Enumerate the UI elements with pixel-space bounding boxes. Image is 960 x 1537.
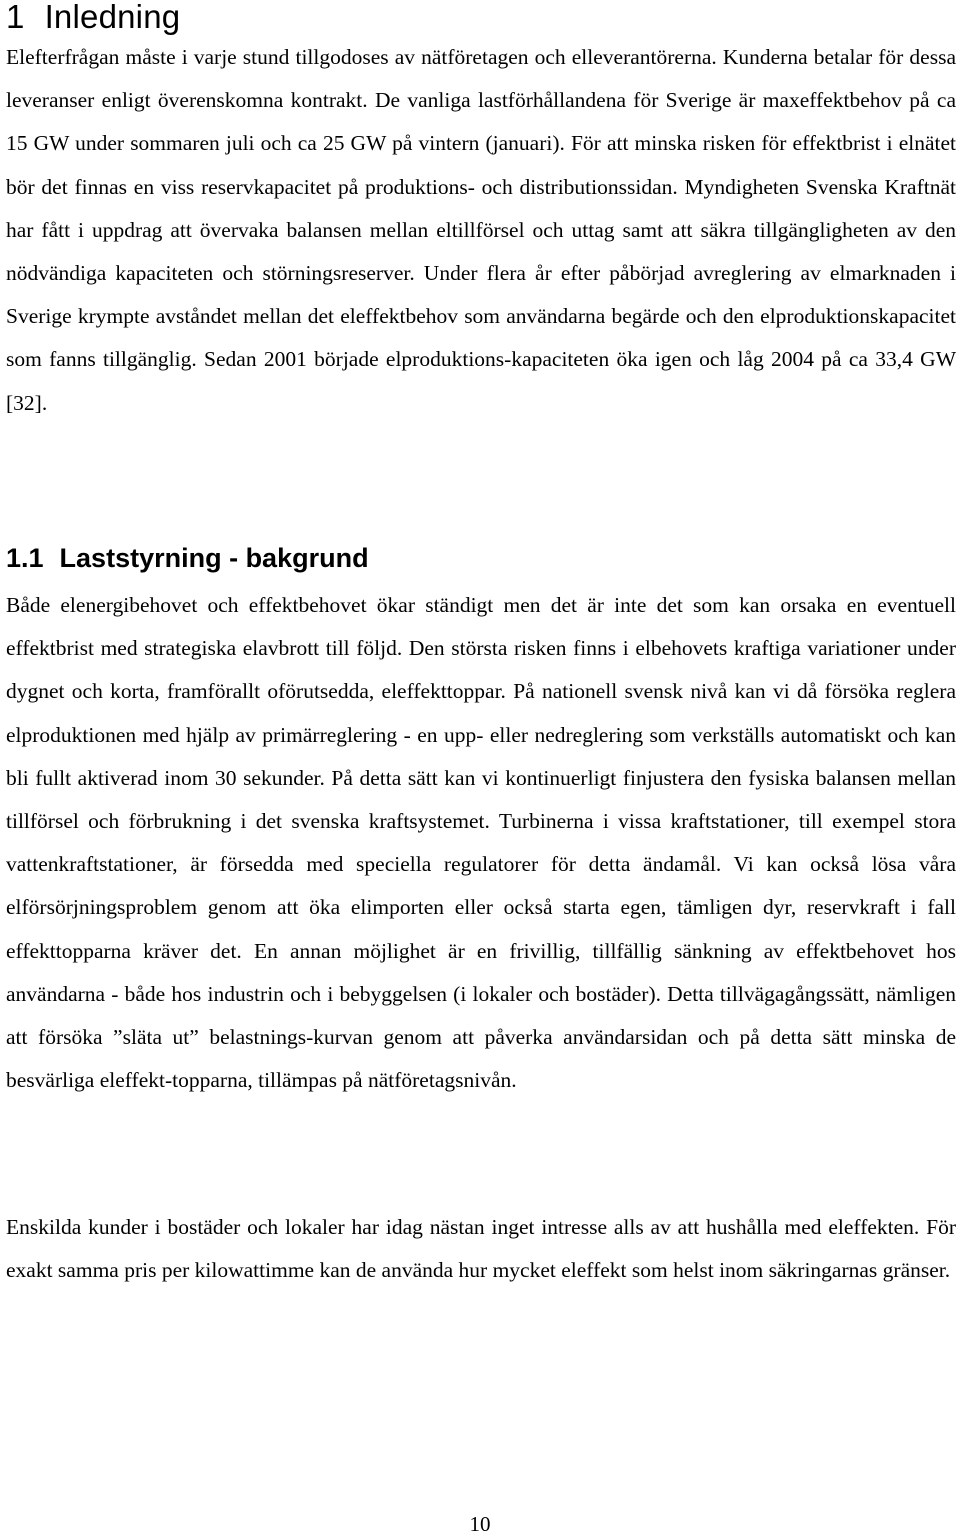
subsection-number: 1.1 <box>6 543 44 573</box>
section-number: 1 <box>6 0 25 35</box>
intro-paragraph: Elefterfrågan måste i varje stund tillgodoses av nätföretagen och elleverantörerna. Kunderna betalar för dessa leveranser enligt överenskomna kontrakt. De vanliga lastförhållandena för Sverige är maxeffektbehov på ca 15 GW under sommaren juli och ca 25 GW på vintern (januari). För att minska risken för effektbrist i elnätet bör det finnas en viss reservkapacitet på produktions- och distributionssidan. Myndigheten Svenska Kraftnät har fått i uppdrag att övervaka balansen mellan eltillförsel och uttag samt att säkra tillgängligheten av den nödvändiga kapaciteten och störningsreserver. Under flera år efter påbörjad avreglering av elmarknaden i Sverige krympte avståndet mellan det eleffektbehov som användarna begärde och den elproduktionskapacitet som fanns tillgänglig. Sedan 2001 började elproduktions-kapaciteten öka igen och låg 2004 på ca 33,4 GW [32]. <box>6 45 956 415</box>
subsection-title: Laststyrning - bakgrund <box>59 543 369 573</box>
body-paragraph: Både elenergibehovet och effektbehovet ökar ständigt men det är inte det som kan orsaka en eventuell effektbrist med strategiska elavbrott till följd. Den största risken finns i elbehovets kraftiga variationer under dygnet och korta, framförallt oförutsedda, eleffekttoppar. På nationell svensk nivå kan vi då försöka reglera elproduktionen med hjälp av primärreglering - en upp- eller nedreglering som verkställs automatiskt och kan bli fullt aktiverad inom 30 sekunder. På detta sätt kan vi kontinuerligt finjustera den fysiska balansen mellan tillförsel och förbrukning i det svenska kraftsystemet. Turbinerna i vissa kraftstationer, till exempel stora vattenkraftstationer, är försedda med speciella regulatorer för detta ändamål. Vi kan också lösa våra elförsörjningsproblem genom att öka elimporten eller också starta egen, tämligen dyr, reservkraft i fall effekttopparna kräver det. En annan möjlighet är en frivillig, tillfällig sänkning av effektbehovet hos användarna - både hos industrin och i bebyggelsen (i lokaler och bostäder). Detta tillvägagångssätt, nämligen att försöka ”släta ut” belastnings-kurvan genom att påverka användarsidan och på detta sätt minska de besvärliga eleffekt-topparna, tillämpas på nätföretagsnivån. <box>6 593 956 1093</box>
subsection-heading <box>6 543 369 574</box>
section-heading <box>6 0 180 36</box>
section-title: Inledning <box>44 0 181 35</box>
page-number: 10 <box>469 1512 491 1536</box>
body-paragraph: Enskilda kunder i bostäder och lokaler har idag nästan inget intresse alls av att hushålla med eleffekten. För exakt samma pris per kilowattimme kan de använda hur mycket eleffekt som helst inom säkringarnas gränser. <box>6 1215 956 1283</box>
